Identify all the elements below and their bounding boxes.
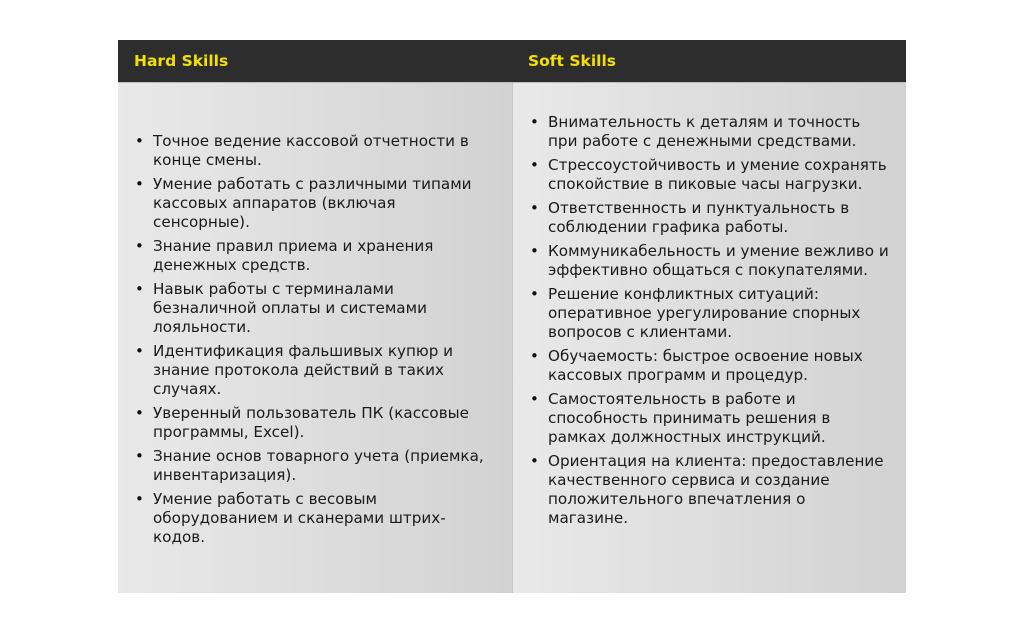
- list-item: [134, 237, 496, 275]
- list-item: [529, 199, 890, 237]
- list-item-text: Самостоятельность в работе и способность принимать решения в рамках должностных инструкций.: [548, 390, 831, 446]
- list-item: [134, 490, 496, 547]
- list-item: [134, 280, 496, 337]
- bullet-icon: •: [530, 347, 539, 365]
- list-item-text: Ориентация на клиента: предоставление качественного сервиса и создание положительного впечатления о магазине.: [548, 452, 884, 527]
- list-item: [529, 242, 890, 280]
- list-item: [529, 390, 890, 447]
- list-item: [134, 447, 496, 485]
- bullet-icon: •: [530, 285, 539, 303]
- list-item-text: Обучаемость: быстрое освоение новых кассовых программ и процедур.: [548, 347, 863, 384]
- hard-skills-heading: Hard Skills: [134, 52, 229, 70]
- list-item-text: Знание правил приема и хранения денежных средств.: [153, 237, 434, 274]
- list-item: [134, 132, 496, 170]
- bullet-icon: •: [135, 404, 144, 422]
- list-item-text: Умение работать с различными типами кассовых аппаратов (включая сенсорные).: [153, 175, 472, 231]
- bullet-icon: •: [135, 490, 144, 508]
- list-item-text: Ответственность и пунктуальность в соблюдении графика работы.: [548, 199, 850, 236]
- bullet-icon: •: [135, 280, 144, 298]
- soft-skills-heading: Soft Skills: [528, 52, 616, 70]
- list-item-text: Стрессоустойчивость и умение сохранять спокойствие в пиковые часы нагрузки.: [548, 156, 887, 193]
- bullet-icon: •: [530, 113, 539, 131]
- skills-table: [118, 40, 906, 593]
- list-item: [529, 156, 890, 194]
- list-item: [529, 347, 890, 385]
- bullet-icon: •: [135, 175, 144, 193]
- bullet-icon: •: [135, 342, 144, 360]
- bullet-icon: •: [530, 452, 539, 470]
- bullet-icon: •: [530, 390, 539, 408]
- hard-skills-list: [134, 132, 496, 552]
- list-item-text: Навык работы с терминалами безналичной оплаты и системами лояльности.: [153, 280, 427, 336]
- bullet-icon: •: [530, 242, 539, 260]
- list-item-text: Коммуникабельность и умение вежливо и эффективно общаться с покупателями.: [548, 242, 889, 279]
- list-item-text: Идентификация фальшивых купюр и знание протокола действий в таких случаях.: [153, 342, 454, 398]
- list-item: [134, 404, 496, 442]
- bullet-icon: •: [135, 132, 144, 150]
- table-header: [118, 40, 906, 82]
- list-item-text: Знание основ товарного учета (приемка, инвентаризация).: [153, 447, 484, 484]
- table-body: [118, 82, 906, 593]
- list-item-text: Умение работать с весовым оборудованием и сканерами штрих-кодов.: [153, 490, 446, 546]
- list-item: [134, 175, 496, 232]
- list-item: [529, 113, 890, 151]
- bullet-icon: •: [135, 237, 144, 255]
- list-item-text: Внимательность к деталям и точность при работе с денежными средствами.: [548, 113, 861, 150]
- soft-skills-column: [512, 83, 906, 593]
- bullet-icon: •: [530, 156, 539, 174]
- bullet-icon: •: [135, 447, 144, 465]
- soft-skills-list: [529, 113, 890, 533]
- hard-skills-column: [118, 83, 512, 593]
- list-item-text: Решение конфликтных ситуаций: оперативное урегулирование спорных вопросов с клиентами.: [548, 285, 861, 341]
- list-item: [529, 452, 890, 528]
- list-item: [134, 342, 496, 399]
- list-item-text: Уверенный пользователь ПК (кассовые программы, Excel).: [153, 404, 469, 441]
- bullet-icon: •: [530, 199, 539, 217]
- list-item: [529, 285, 890, 342]
- list-item-text: Точное ведение кассовой отчетности в конце смены.: [153, 132, 469, 169]
